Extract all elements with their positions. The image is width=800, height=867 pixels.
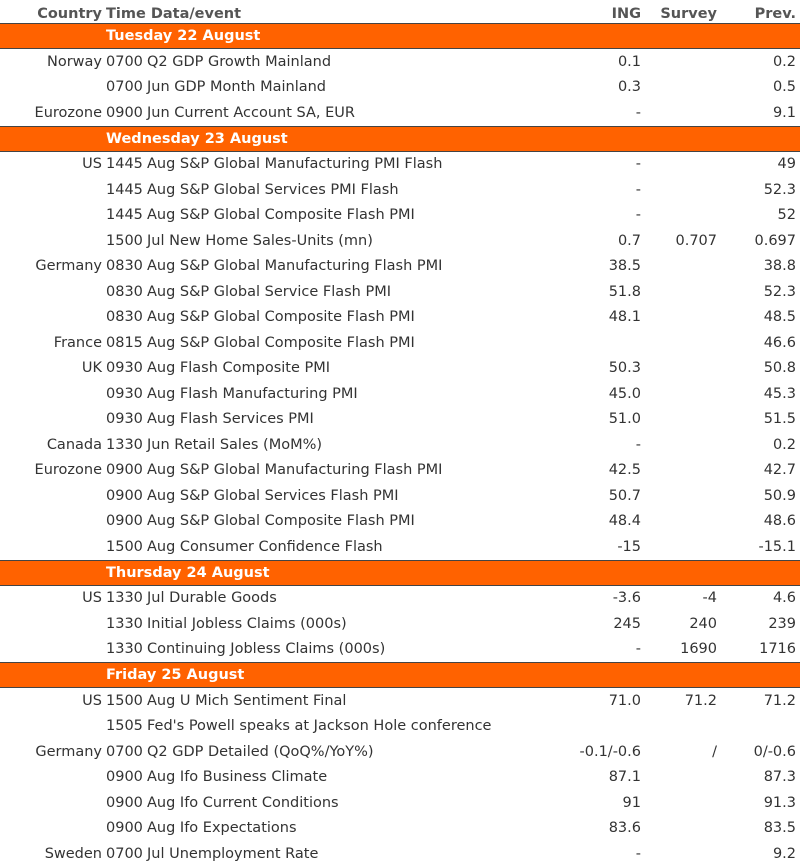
table-row: [0, 688, 800, 714]
country-cell: Eurozone: [34, 462, 102, 479]
ing-cell: 38.5: [608, 258, 641, 275]
time-cell: 0900: [106, 794, 143, 811]
day-label: Tuesday 22 August: [106, 24, 800, 49]
table-row: [0, 75, 800, 101]
survey-cell: [643, 203, 719, 229]
country-cell: [0, 637, 106, 663]
time-cell: 0900: [106, 769, 143, 786]
ing-cell: -: [635, 104, 641, 121]
event-cell: Continuing Jobless Claims (000s): [147, 641, 386, 658]
time-cell: 0830: [106, 309, 143, 326]
event-cell: Aug S&P Global Manufacturing PMI Flash: [147, 156, 443, 173]
prev-cell: 9.1: [772, 104, 796, 121]
country-cell: [0, 816, 106, 842]
day-label: Wednesday 23 August: [106, 126, 800, 151]
time-cell: 0900: [106, 462, 143, 479]
event-cell: Q2 GDP Detailed (QoQ%/YoY%): [147, 743, 374, 760]
country-cell: [0, 305, 106, 331]
table-row: [0, 816, 800, 842]
time-cell: 0900: [106, 513, 143, 530]
prev-cell: 83.5: [763, 820, 796, 837]
event-cell: Aug Consumer Confidence Flash: [147, 538, 383, 555]
prev-cell: -15.1: [758, 538, 796, 555]
survey-cell: [643, 790, 719, 816]
country-cell: [0, 611, 106, 637]
table-header-row: [0, 0, 800, 24]
table-row: [0, 714, 800, 740]
time-cell: 0700: [106, 845, 143, 862]
table-row: [0, 228, 800, 254]
prev-cell: [719, 714, 800, 740]
time-cell: 1500: [106, 538, 143, 555]
event-cell: Jul New Home Sales-Units (mn): [147, 232, 373, 249]
prev-cell: 239: [768, 615, 796, 632]
table-row: [0, 790, 800, 816]
time-cell: 0930: [106, 411, 143, 428]
event-cell: Aug S&P Global Composite Flash PMI: [147, 334, 415, 351]
time-cell: 0815: [106, 334, 143, 351]
ing-cell: 50.3: [608, 360, 641, 377]
survey-cell: /: [712, 743, 717, 760]
ing-cell: -15: [617, 538, 641, 555]
ing-cell: 0.1: [617, 53, 641, 70]
table-row: [0, 585, 800, 611]
ing-cell: 48.1: [608, 309, 641, 326]
time-cell: 1330: [106, 590, 143, 607]
prev-cell: 50.8: [763, 360, 796, 377]
survey-cell: [643, 254, 719, 280]
table-row: [0, 203, 800, 229]
time-cell: 0830: [106, 258, 143, 275]
prev-cell: 0.2: [772, 53, 796, 70]
prev-cell: 46.6: [763, 334, 796, 351]
time-cell: 1505: [106, 718, 143, 735]
day-label: Friday 25 August: [106, 663, 800, 688]
ing-cell: 51.8: [608, 283, 641, 300]
time-cell: 1445: [106, 156, 143, 173]
ing-cell: 51.0: [608, 411, 641, 428]
table-row: [0, 534, 800, 560]
survey-cell: [643, 765, 719, 791]
day-header-spacer: [0, 560, 106, 585]
day-header-row: [0, 560, 800, 585]
day-header-row: [0, 24, 800, 49]
prev-cell: 52: [777, 207, 796, 224]
time-cell: 1330: [106, 641, 143, 658]
country-cell: [0, 509, 106, 535]
table-row: [0, 381, 800, 407]
country-cell: France: [53, 334, 102, 351]
ing-cell: -: [635, 845, 641, 862]
country-cell: [0, 534, 106, 560]
country-cell: [0, 765, 106, 791]
survey-cell: [643, 381, 719, 407]
ing-cell: -0.1/-0.6: [579, 743, 641, 760]
event-cell: Aug S&P Global Manufacturing Flash PMI: [147, 258, 443, 275]
survey-cell: [643, 75, 719, 101]
survey-cell: 1690: [680, 641, 717, 658]
country-cell: US: [82, 156, 102, 173]
prev-cell: 38.8: [763, 258, 796, 275]
ing-cell: 0.3: [617, 79, 641, 96]
survey-cell: [643, 100, 719, 126]
time-cell: 0830: [106, 283, 143, 300]
survey-cell: [643, 714, 719, 740]
prev-cell: 52.3: [763, 283, 796, 300]
prev-cell: 0.5: [772, 79, 796, 96]
prev-cell: 87.3: [763, 769, 796, 786]
event-cell: Aug S&P Global Composite Flash PMI: [147, 513, 415, 530]
event-cell: Aug Flash Manufacturing PMI: [147, 385, 358, 402]
survey-cell: [643, 483, 719, 509]
event-cell: Q2 GDP Growth Mainland: [147, 53, 332, 70]
survey-cell: [643, 177, 719, 203]
ing-cell: 48.4: [608, 513, 641, 530]
time-cell: 1445: [106, 207, 143, 224]
country-cell: Germany: [35, 743, 102, 760]
table-row: [0, 49, 800, 75]
country-cell: Sweden: [44, 845, 102, 862]
event-cell: Aug Flash Services PMI: [147, 411, 314, 428]
event-cell: Initial Jobless Claims (000s): [147, 615, 347, 632]
table-row: [0, 407, 800, 433]
country-cell: [0, 790, 106, 816]
table-row: [0, 509, 800, 535]
event-cell: Jun Current Account SA, EUR: [147, 104, 355, 121]
country-cell: [0, 177, 106, 203]
prev-cell: 50.9: [763, 487, 796, 504]
prev-cell: 49: [777, 156, 796, 173]
survey-cell: [643, 356, 719, 382]
ing-cell: 42.5: [608, 462, 641, 479]
time-cell: 0700: [106, 743, 143, 760]
prev-cell: 0.697: [754, 232, 796, 249]
event-cell: Aug Ifo Business Climate: [147, 769, 328, 786]
calendar-body: [0, 24, 800, 867]
table-row: [0, 305, 800, 331]
prev-cell: 71.2: [763, 692, 796, 709]
prev-cell: 0/-0.6: [753, 743, 796, 760]
survey-cell: [643, 841, 719, 867]
survey-cell: [643, 330, 719, 356]
ing-cell: 91: [622, 794, 641, 811]
table-row: [0, 458, 800, 484]
day-header-row: [0, 126, 800, 151]
survey-cell: [643, 534, 719, 560]
ing-cell: -: [635, 181, 641, 198]
table-row: [0, 177, 800, 203]
country-cell: [0, 75, 106, 101]
day-header-spacer: [0, 663, 106, 688]
country-cell: US: [82, 590, 102, 607]
country-cell: [0, 407, 106, 433]
survey-cell: [643, 151, 719, 177]
table-row: [0, 279, 800, 305]
day-label: Thursday 24 August: [106, 560, 800, 585]
survey-cell: [643, 305, 719, 331]
ing-cell: -: [635, 641, 641, 658]
table-row: [0, 637, 800, 663]
event-cell: Aug Ifo Expectations: [147, 820, 297, 837]
time-cell: 0930: [106, 360, 143, 377]
table-row: [0, 330, 800, 356]
table-row: [0, 611, 800, 637]
ing-cell: -: [635, 156, 641, 173]
time-cell: 1500: [106, 692, 143, 709]
header-prev: Prev.: [719, 0, 800, 24]
table-row: [0, 765, 800, 791]
prev-cell: 9.2: [772, 845, 796, 862]
table-row: [0, 100, 800, 126]
ing-cell: [561, 714, 643, 740]
table-row: [0, 356, 800, 382]
event-cell: Aug S&P Global Services Flash PMI: [147, 487, 399, 504]
ing-cell: [561, 330, 643, 356]
prev-cell: 42.7: [763, 462, 796, 479]
survey-cell: [643, 49, 719, 75]
day-header-spacer: [0, 126, 106, 151]
table-row: [0, 483, 800, 509]
prev-cell: 4.6: [772, 590, 796, 607]
ing-cell: 83.6: [608, 820, 641, 837]
event-cell: Aug U Mich Sentiment Final: [147, 692, 347, 709]
country-cell: [0, 203, 106, 229]
table-row: [0, 739, 800, 765]
time-cell: 0700: [106, 53, 143, 70]
prev-cell: 51.5: [763, 411, 796, 428]
time-cell: 0900: [106, 104, 143, 121]
survey-cell: [643, 432, 719, 458]
event-cell: Aug S&P Global Composite Flash PMI: [147, 309, 415, 326]
country-cell: [0, 228, 106, 254]
event-cell: Aug S&P Global Services PMI Flash: [147, 181, 399, 198]
ing-cell: 50.7: [608, 487, 641, 504]
event-cell: Jun Retail Sales (MoM%): [147, 436, 323, 453]
prev-cell: 48.6: [763, 513, 796, 530]
country-cell: UK: [81, 360, 102, 377]
prev-cell: 52.3: [763, 181, 796, 198]
prev-cell: 48.5: [763, 309, 796, 326]
survey-cell: -4: [702, 590, 717, 607]
event-cell: Aug Flash Composite PMI: [147, 360, 331, 377]
event-cell: Aug S&P Global Composite Flash PMI: [147, 207, 415, 224]
time-cell: 1500: [106, 232, 143, 249]
event-cell: Aug S&P Global Manufacturing Flash PMI: [147, 462, 443, 479]
event-cell: Jun GDP Month Mainland: [147, 79, 326, 96]
survey-cell: [643, 407, 719, 433]
table-row: [0, 254, 800, 280]
country-cell: Eurozone: [34, 104, 102, 121]
prev-cell: 91.3: [763, 794, 796, 811]
header-ing: ING: [561, 0, 643, 24]
survey-cell: [643, 458, 719, 484]
ing-cell: 245: [613, 615, 641, 632]
header-survey: Survey: [643, 0, 719, 24]
survey-cell: 71.2: [684, 692, 717, 709]
table-row: [0, 151, 800, 177]
event-cell: Aug S&P Global Service Flash PMI: [147, 283, 391, 300]
time-cell: 0700: [106, 79, 143, 96]
event-cell: Fed's Powell speaks at Jackson Hole conference: [147, 718, 492, 735]
time-cell: 1330: [106, 615, 143, 632]
survey-cell: 0.707: [675, 232, 717, 249]
table-row: [0, 841, 800, 867]
ing-cell: -3.6: [612, 590, 641, 607]
country-cell: Norway: [46, 53, 102, 70]
event-cell: Jul Unemployment Rate: [147, 845, 319, 862]
time-cell: 0900: [106, 487, 143, 504]
ing-cell: 45.0: [608, 385, 641, 402]
country-cell: [0, 483, 106, 509]
header-time-event: Time Data/event: [106, 0, 561, 24]
country-cell: Germany: [35, 258, 102, 275]
prev-cell: 1716: [759, 641, 796, 658]
ing-cell: 87.1: [608, 769, 641, 786]
prev-cell: 45.3: [763, 385, 796, 402]
country-cell: [0, 381, 106, 407]
survey-cell: [643, 816, 719, 842]
survey-cell: 240: [689, 615, 717, 632]
ing-cell: -: [635, 436, 641, 453]
ing-cell: -: [635, 207, 641, 224]
time-cell: 0900: [106, 820, 143, 837]
country-cell: US: [82, 692, 102, 709]
ing-cell: 0.7: [617, 232, 641, 249]
header-country: Country: [0, 0, 106, 24]
country-cell: [0, 714, 106, 740]
day-header-spacer: [0, 24, 106, 49]
day-header-row: [0, 663, 800, 688]
survey-cell: [643, 509, 719, 535]
survey-cell: [643, 279, 719, 305]
time-cell: 1330: [106, 436, 143, 453]
country-cell: [0, 279, 106, 305]
time-cell: 1445: [106, 181, 143, 198]
ing-cell: 71.0: [608, 692, 641, 709]
event-cell: Aug Ifo Current Conditions: [147, 794, 339, 811]
event-cell: Jul Durable Goods: [147, 590, 277, 607]
prev-cell: 0.2: [772, 436, 796, 453]
table-row: [0, 432, 800, 458]
time-cell: 0930: [106, 385, 143, 402]
country-cell: Canada: [46, 436, 102, 453]
